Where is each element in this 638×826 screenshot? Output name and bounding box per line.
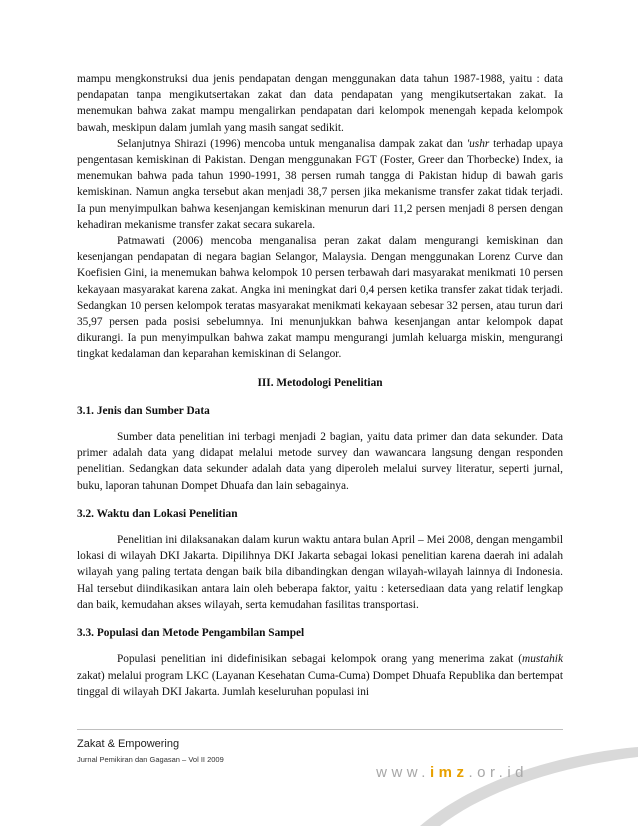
shirazi-text-after: terhadap upaya pengentasan kemiskinan di Pakistan. Dengan menggunakan FGT (Foster, Greer dan Thorbecke) Index, ia menemukan bahwa pada tahun 1990-1991, 38 persen rumah tangga di Pakistan hidup di bawah garis kemiskinan. Namun angka tersebut akan menjadi 38,7 persen jika mekanisme transfer zakat tidak terjadi. Ia pun menyimpulkan bahwa kesenjangan kemiskinan menurun dari 11,2 persen menjadi 8 persen dengan kehadiran mekanisme transfer zakat secara sukarela. [77,137,563,231]
url-suffix: .or.id [468,764,528,781]
subsection-title-3: 3.3. Populasi dan Metode Pengambilan Sampel [77,627,305,640]
footer-divider [77,729,563,730]
paragraph-intro: mampu mengkonstruksi dua jenis pendapatan dengan menggunakan data tahun 1987-1988, yaitu : data pendapatan tanpa mengikutsertakan zakat dan data pendapatan yang mengikutsertakan zakat. Ia menemukan bahwa zakat mampu mengalirkan pendapatan dari kelompok menengah kepada kelompok bawah, meskipun dalam jumlah yang masih sangat sedikit. [77,73,563,134]
shirazi-italic-term: 'ushr [466,137,490,150]
section-title: III. Metodologi Penelitian [257,376,383,389]
journal-title: Zakat & Empowering [77,738,180,750]
sub3-italic-term: mustahik [522,653,563,666]
subsection-title-1: 3.1. Jenis dan Sumber Data [77,404,210,417]
sub3-text-before: Populasi penelitian ini didefinisikan sebagai kelompok orang yang menerima zakat ( [117,653,523,666]
subsection-text-2: Penelitian ini dilaksanakan dalam kurun waktu antara bulan April – Mei 2008, dengan mengambil lokasi di wilayah DKI Jakarta. Dipilihnya DKI Jakarta sebagai lokasi penelitian karena daerah ini adalah wilayah yang paling tertata dengan baik bila dibandingkan dengan wilayah-wilayah lainnya di Indonesia. Hal tersebut diindikasikan antara lain oleh beberapa faktor, yaitu : ketersediaan data yang relatif lengkap dan baik, kemudahan akses wilayah, serta kemudahan fasilitas transportasi. [77,534,563,611]
paragraph-patmawati: Patmawati (2006) mencoba menganalisa peran zakat dalam mengurangi kemiskinan dan kesenjangan pendapatan di negara bagian Selangor, Malaysia. Dengan menggunakan Lorenz Curve dan Koefisien Gini, ia menemukan bahwa kelompok 10 persen terbawah dari masyarakat menikmati 10 persen kekayaan masyarakat karena zakat. Angka ini meningkat dari 0,4 persen ketika transfer zakat tidak terjadi. Sedangkan 10 persen kelompok teratas masyarakat menikmati kekayaan sebesar 32 persen, atau turun dari 35,97 persen pada posisi sebelumnya. Ini menunjukkan bahwa kesenjangan antar kelompok dapat dikurangi. Ia pun menyimpulkan bahwa zakat mampu mengurangi jumlah keluarga miskin, mengurangi tingkat kedalaman dan keparahan kemiskinan di Selangor. [77,235,563,361]
website-link[interactable] [376,764,528,781]
shirazi-text-before: Selanjutnya Shirazi (1996) mencoba untuk menganalisa dampak zakat dan [117,137,467,150]
subsection-title-2: 3.2. Waktu dan Lokasi Penelitian [77,507,238,520]
body-text [77,71,563,700]
subsection-text-3 [77,651,563,700]
paragraph-shirazi [77,136,563,233]
sub3-text-after: zakat) melalui program LKC (Layanan Kesehatan Cuma-Cuma) Dompet Dhuafa Republika dan bertempat tinggal di wilayah DKI Jakarta. Jumlah keseluruhan populasi ini [77,669,563,698]
subsection-text-1: Sumber data penelitian ini terbagi menjadi 2 bagian, yaitu data primer dan data sekunder. Data primer adalah data yang didapat melalui metode survey dan wawancara langsung dengan responden penelitian. Sedangkan data sekunder adalah data yang diperoleh melalui survey literatur, seperti jurnal, buku, laporan tahunan Dompet Dhuafa dan lain sebagainya. [77,431,563,492]
url-accent: imz [429,764,469,781]
swoosh-decoration [420,745,638,826]
journal-subtitle: Jurnal Pemikiran dan Gagasan – Vol II 2009 [77,755,224,764]
url-prefix: www. [376,764,430,781]
